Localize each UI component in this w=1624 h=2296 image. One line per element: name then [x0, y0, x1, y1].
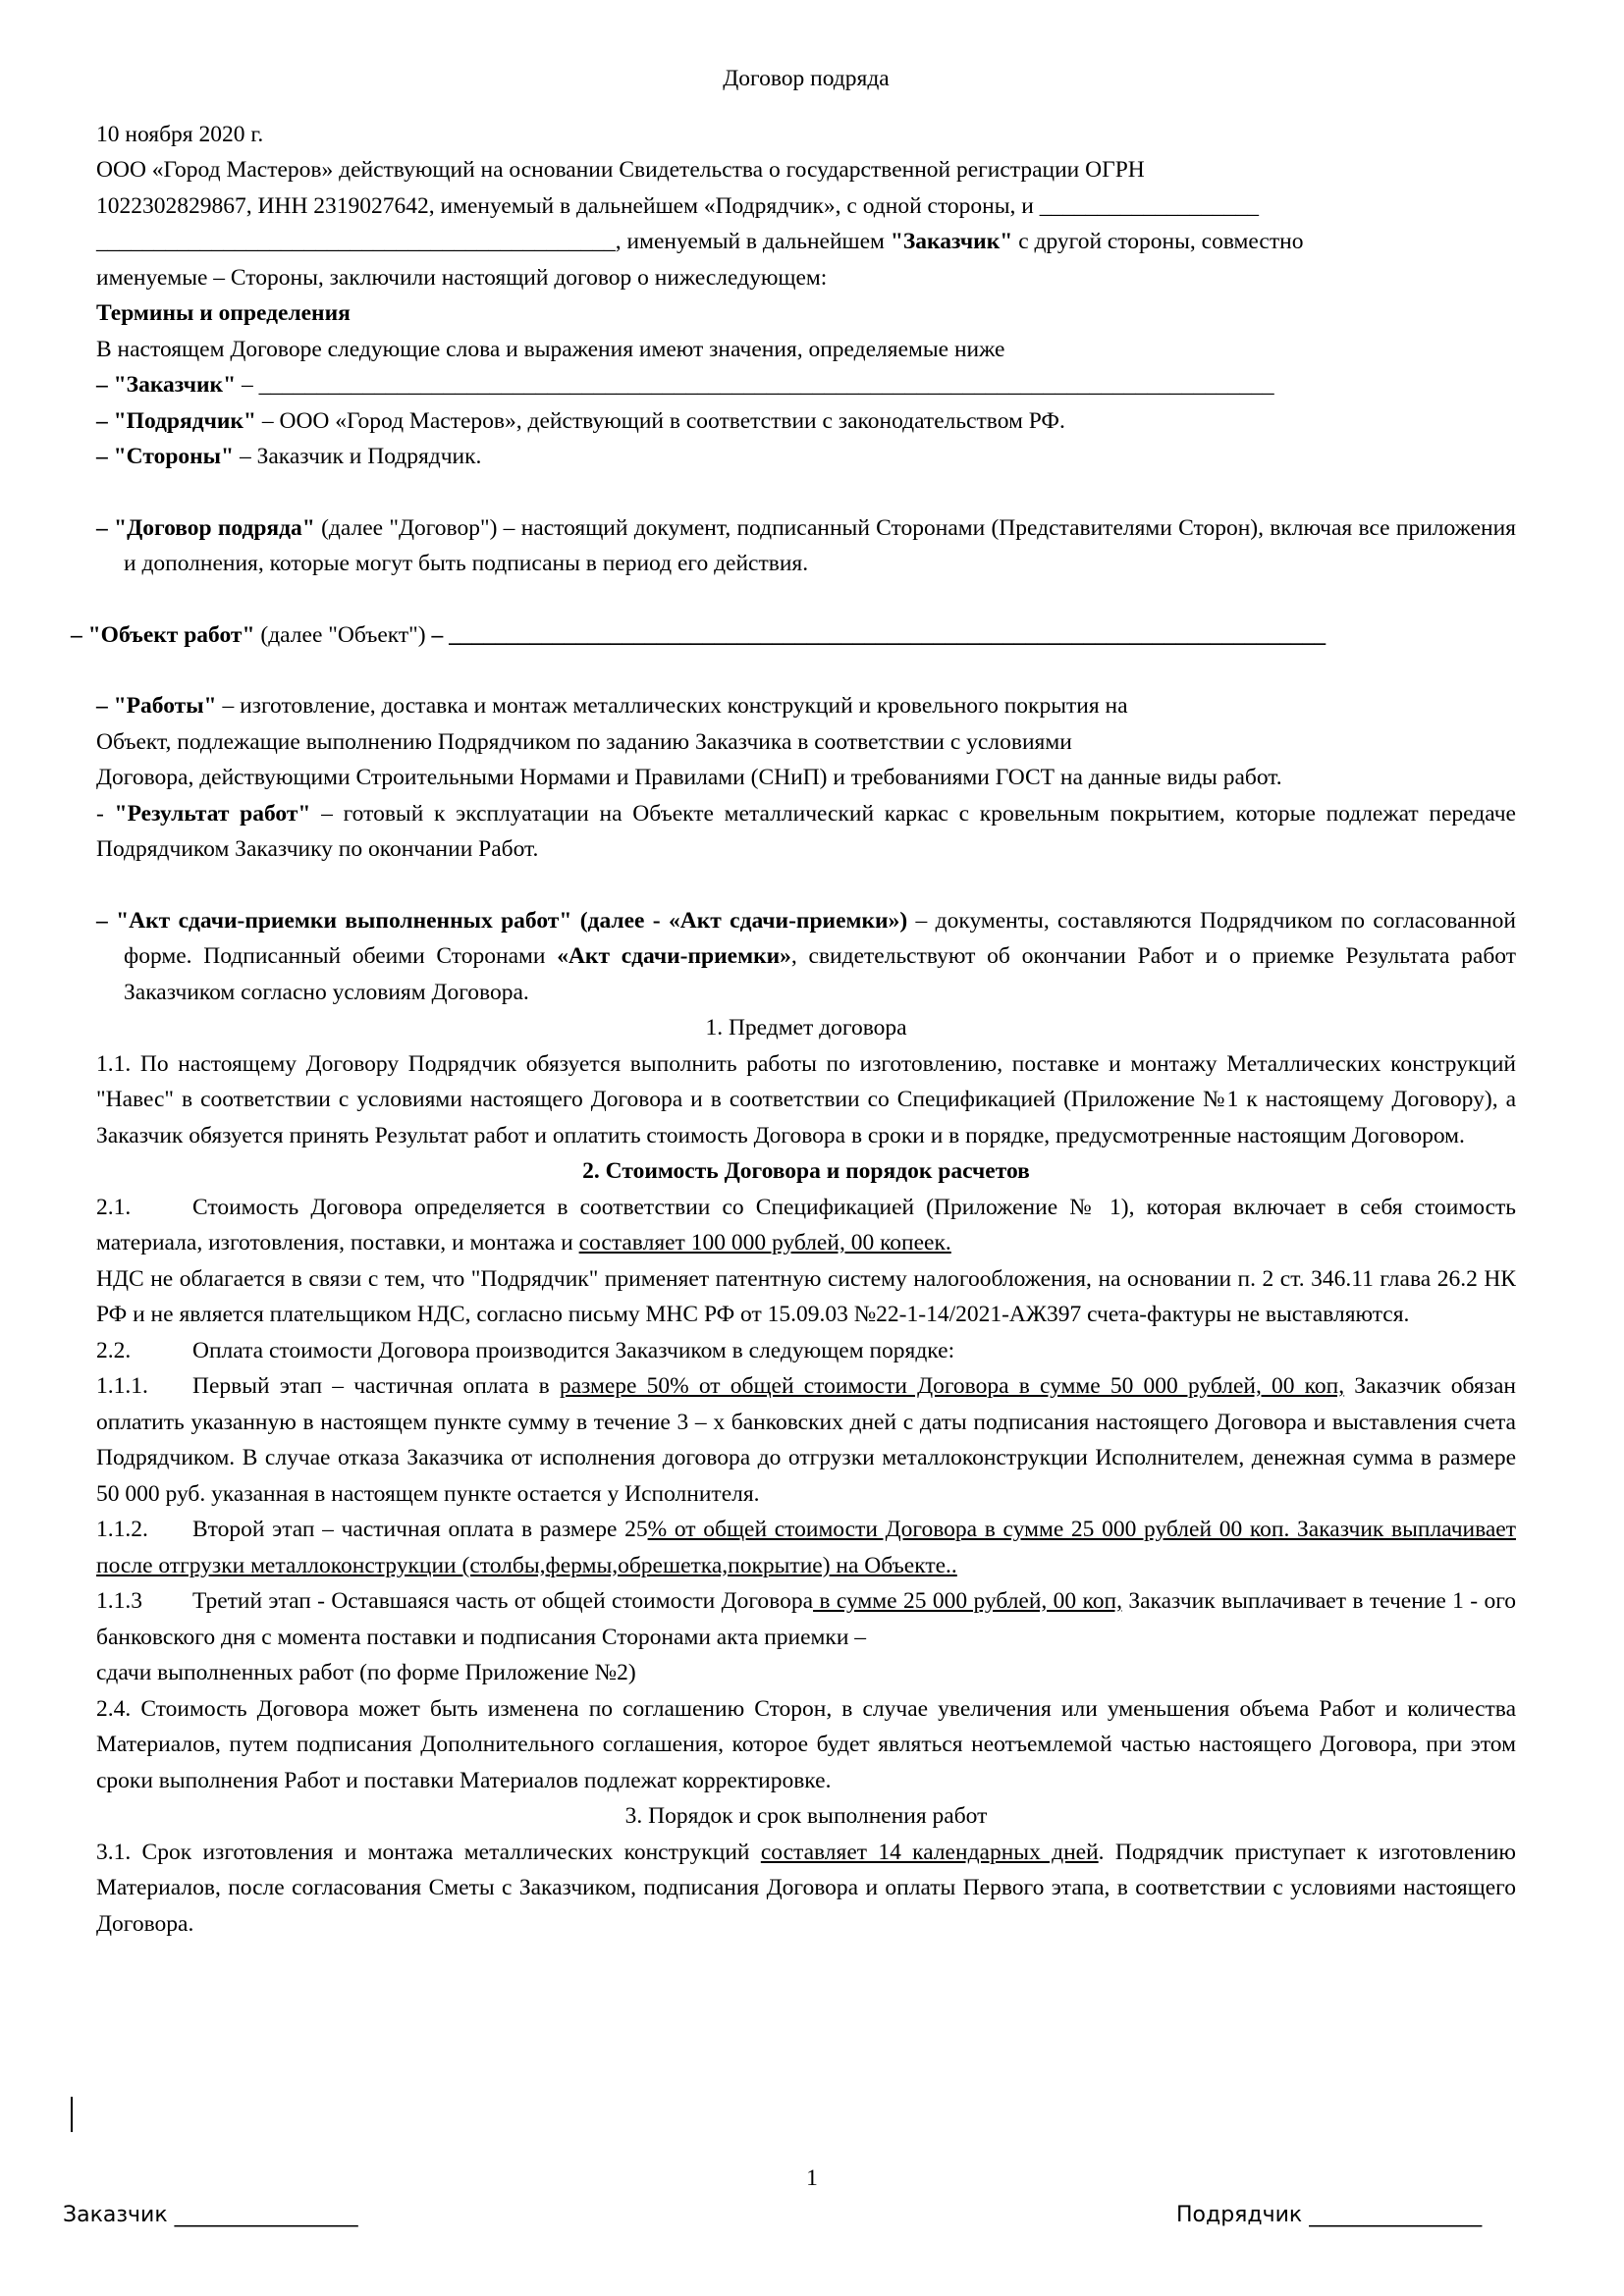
- term-works: – "Работы" – изготовление, доставка и монтаж металлических конструкций и кровельного покрытия на: [96, 693, 1128, 719]
- clause-2-4: 2.4. Стоимость Договора может быть изменена по соглашению Сторон, в случае увеличения или уменьшения объема Работ и количества Материалов, путем подписания Дополнительного соглашения, которое будет являться неотъемлемой частью настоящего Договора, при этом сроки выполнения Работ и поставки Материалов подлежат корректировке.: [96, 1695, 1516, 1793]
- term-customer: – "Заказчик" – ________________________________________________________________________________________: [96, 372, 1274, 398]
- terms-intro: В настоящем Договоре следующие слова и выражения имеют значения, определяемые ниже: [96, 336, 1005, 362]
- vat-note: НДС не облагается в связи с тем, что "Подрядчик" применяет патентную систему налогообложения, на основании п. 2 ст. 346.11 глава 26.2 НК РФ и не является плательщиком НДС, согласно письму МНС РФ от 15.09.03 №22-1-14/2021-АЖ397 счета-фактуры не выставляются.: [96, 1265, 1516, 1327]
- term-object: – "Объект работ" (далее "Объект") – ____________________________________________________________________________: [71, 621, 1326, 648]
- date-line: 10 ноября 2020 г.: [96, 121, 264, 147]
- section-1-heading: 1. Предмет договора: [705, 1015, 907, 1041]
- clause-1-1-1: 1.1.1. Первый этап – частичная оплата в размере 50% от общей стоимости Договора в сумме 50 000 рублей, 00 коп, Заказчик обязан оплатить указанную в настоящем пункте сумму в течение 3 – х банковских дней с даты подписания настоящего Договора и выставления счета Подрядчиком. В случае отказа Заказчика от исполнения договора до отгрузки металлоконструкции Исполнителем, денежная сумма в размере 50 000 руб. указанная в настоящем пункте остается у Исполнителя.: [96, 1373, 1516, 1507]
- clause-2-1: 2.1. Стоимость Договора определяется в соответствии со Спецификацией (Приложение № 1), которая включает в себя стоимость материала, изготовления, поставки, и монтажа и составляет 100 000 рублей, 00 копеек.: [96, 1194, 1516, 1255]
- term-act: – "Акт сдачи-приемки выполненных работ" (далее - «Акт сдачи-приемки») – документы, составляются Подрядчиком по согласованной форме. Подписанный обеими Сторонами «Акт сдачи-приемки», свидетельствуют об окончании Работ и о приемке Результата работ Заказчиком согласно условиям Договора.: [96, 907, 1517, 1005]
- contract-body: [71, 61, 1517, 1942]
- preamble-line: ООО «Город Мастеров» действующий на основании Свидетельства о государственной регистрации ОГРН: [96, 157, 1145, 183]
- term-result: - "Результат работ" – готовый к эксплуатации на Объекте металлический каркас с кровельным покрытием, которые подлежат передаче Подрядчиком Заказчику по окончании Работ.: [96, 800, 1516, 862]
- document-title: Договор подряда: [723, 66, 890, 91]
- term-parties: – "Стороны" – Заказчик и Подрядчик.: [96, 444, 482, 469]
- preamble-line: именуемые – Стороны, заключили настоящий договор о нижеследующем:: [96, 264, 828, 291]
- clause-1-1-3-line: сдачи выполненных работ (по форме Приложение №2): [96, 1660, 636, 1685]
- customer-term: "Заказчик": [890, 229, 1013, 254]
- preamble: [96, 152, 1516, 295]
- spacer: [96, 475, 1516, 510]
- term-contractor: – "Подрядчик" – ООО «Город Мастеров», действующий в соответствии с законодательством РФ.: [96, 407, 1065, 434]
- text-cursor: [71, 2097, 73, 2132]
- spacer: [96, 868, 1516, 903]
- preamble-line: 1022302829867, ИНН 2319027642, именуемый в дальнейшем «Подрядчик», с одной стороны, и ___________________: [96, 192, 1259, 219]
- clause-1-1-3: 1.1.3 Третий этап - Оставшаяся часть от общей стоимости Договора в сумме 25 000 рублей, 00 коп, Заказчик выплачивает в течение 1 - ого банковского дня с момента поставки и подписания Сторонами акта приемки –: [96, 1588, 1517, 1650]
- footer-customer-signature: Заказчик _________________: [63, 2203, 358, 2227]
- term-contract: – "Договор подряда" (далее "Договор") – настоящий документ, подписанный Сторонами (Представителями Сторон), включая все приложения и дополнения, которые могут быть подписаны в период его действия.: [96, 514, 1516, 576]
- section-2-heading: 2. Стоимость Договора и порядок расчетов: [582, 1158, 1030, 1184]
- section-3-heading: 3. Порядок и срок выполнения работ: [624, 1803, 988, 1829]
- footer-contractor-signature: Подрядчик ________________: [1176, 2203, 1483, 2227]
- terms-heading: Термины и определения: [96, 300, 351, 326]
- clause-1-1-2: 1.1.2. Второй этап – частичная оплата в размере 25% от общей стоимости Договора в сумме 25 000 рублей 00 коп. Заказчик выплачивает после отгрузки металлоконструкции (столбы,фермы,обрешетка,покрытие) на Объекте..: [96, 1517, 1517, 1578]
- spacer: [96, 582, 1516, 617]
- term-works-line: Договора, действующими Строительными Нормами и Правилами (СНиП) и требованиями ГОСТ на данные виды работ.: [96, 765, 1282, 790]
- clause-2-2: 2.2. Оплата стоимости Договора производится Заказчиком в следующем порядке:: [96, 1337, 955, 1363]
- page-number: 1: [806, 2165, 818, 2191]
- clause-1-1: 1.1. По настоящему Договору Подрядчик обязуется выполнить работы по изготовлению, поставке и монтажу Металлических конструкций "Навес" в соответствии с условиями настоящего Договора и в соответствии со Спецификацией (Приложение №1 к настоящему Договору), а Заказчик обязуется принять Результат работ и оплатить стоимость Договора в сроки и в порядке, предусмотренные настоящим Договором.: [96, 1050, 1516, 1148]
- spacer: [96, 653, 1516, 688]
- term-works-line: Объект, подлежащие выполнению Подрядчиком по заданию Заказчика в соответствии с условиями: [96, 728, 1072, 755]
- clause-3-1: 3.1. Срок изготовления и монтажа металлических конструкций составляет 14 календарных дней. Подрядчик приступает к изготовлению Материалов, после согласования Сметы с Заказчиком, подписания Договора и оплаты Первого этапа, в соответствии с условиями настоящего Договора.: [96, 1839, 1516, 1937]
- preamble-line: _____________________________________________, именуемый в дальнейшем "Заказчик" с другой стороны, совместно: [96, 229, 1304, 254]
